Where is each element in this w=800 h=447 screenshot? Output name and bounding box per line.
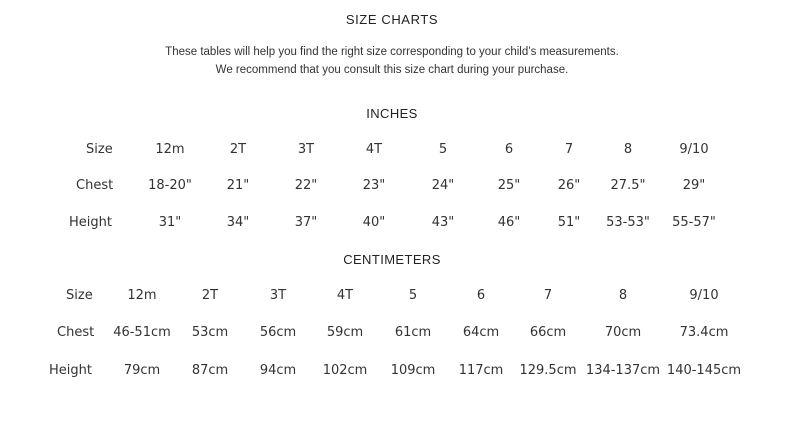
inches-row-label-height: Height: [69, 215, 112, 230]
cm-cell-chest: 46-51cm: [113, 325, 171, 340]
cm-row-label-chest: Chest: [57, 325, 95, 340]
inches-cell-height: 37": [294, 215, 318, 230]
page-title: SIZE CHARTS: [345, 12, 439, 27]
cm-cell-sizes: 3T: [269, 288, 287, 303]
cm-cell-sizes: 2T: [201, 288, 219, 303]
inches-cell-height: 40": [362, 215, 386, 230]
inches-cell-chest: 22": [294, 178, 318, 193]
inches-cell-height: 43": [431, 215, 455, 230]
cm-cell-sizes: 4T: [336, 288, 354, 303]
inches-row-label-sizes: Size: [86, 142, 113, 157]
inches-row-label-chest: Chest: [76, 178, 114, 193]
centimeters-heading: CENTIMETERS: [343, 252, 441, 267]
cm-cell-sizes: 5: [408, 288, 418, 303]
inches-cell-chest: 27.5": [610, 178, 646, 193]
cm-row-label-sizes: Size: [66, 288, 93, 303]
inches-cell-height: 51": [557, 215, 581, 230]
cm-cell-chest: 56cm: [259, 325, 297, 340]
cm-cell-chest: 61cm: [394, 325, 432, 340]
inches-cell-sizes: 9/10: [679, 142, 709, 157]
cm-cell-height: 117cm: [458, 363, 504, 378]
cm-cell-chest: 70cm: [604, 325, 642, 340]
cm-cell-chest: 53cm: [191, 325, 229, 340]
inches-cell-chest: 21": [226, 178, 250, 193]
inches-cell-chest: 26": [557, 178, 581, 193]
inches-cell-chest: 23": [362, 178, 386, 193]
intro-line-2: We recommend that you consult this size chart during your purchase.: [215, 64, 569, 76]
cm-cell-chest: 59cm: [326, 325, 364, 340]
cm-cell-height: 140-145cm: [666, 363, 742, 378]
cm-cell-sizes: 7: [543, 288, 553, 303]
inches-cell-sizes: 2T: [229, 142, 247, 157]
intro-line-1: These tables will help you find the right size corresponding to your child’s measurements.: [165, 46, 619, 58]
inches-cell-chest: 24": [431, 178, 455, 193]
inches-cell-sizes: 3T: [297, 142, 315, 157]
cm-cell-height: 109cm: [390, 363, 436, 378]
cm-cell-height: 79cm: [123, 363, 161, 378]
inches-cell-height: 46": [497, 215, 521, 230]
inches-cell-height: 55-57": [672, 215, 716, 230]
inches-heading: INCHES: [366, 106, 418, 121]
inches-cell-height: 31": [158, 215, 182, 230]
inches-cell-sizes: 8: [623, 142, 633, 157]
cm-cell-sizes: 8: [618, 288, 628, 303]
inches-cell-sizes: 4T: [365, 142, 383, 157]
cm-cell-chest: 73.4cm: [679, 325, 729, 340]
inches-cell-height: 53-53": [606, 215, 650, 230]
inches-cell-chest: 25": [497, 178, 521, 193]
inches-cell-chest: 29": [682, 178, 706, 193]
cm-cell-height: 129.5cm: [519, 363, 577, 378]
inches-cell-sizes: 7: [564, 142, 574, 157]
inches-cell-sizes: 12m: [155, 142, 185, 157]
cm-cell-sizes: 12m: [127, 288, 157, 303]
inches-cell-sizes: 6: [504, 142, 514, 157]
cm-cell-height: 94cm: [259, 363, 297, 378]
cm-cell-height: 134-137cm: [585, 363, 661, 378]
cm-cell-height: 87cm: [191, 363, 229, 378]
cm-cell-sizes: 6: [476, 288, 486, 303]
cm-cell-height: 102cm: [322, 363, 368, 378]
cm-cell-sizes: 9/10: [689, 288, 719, 303]
cm-cell-chest: 66cm: [529, 325, 567, 340]
inches-cell-chest: 18-20": [148, 178, 192, 193]
inches-cell-sizes: 5: [438, 142, 448, 157]
cm-row-label-height: Height: [49, 363, 92, 378]
inches-cell-height: 34": [226, 215, 250, 230]
cm-cell-chest: 64cm: [462, 325, 500, 340]
